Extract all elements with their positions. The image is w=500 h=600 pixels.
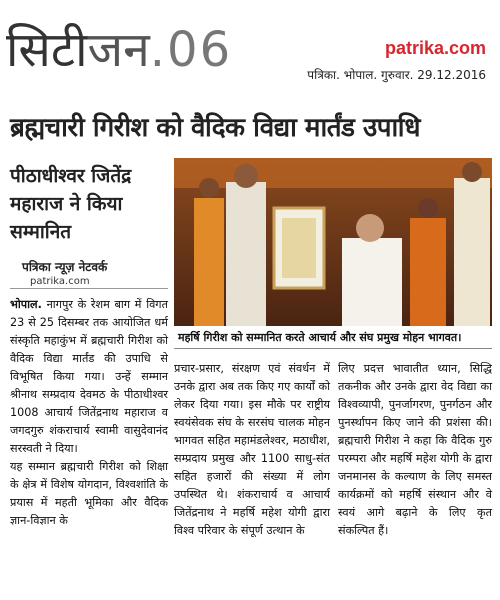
article-column-1 (10, 296, 168, 530)
photo-caption: महर्षि गिरीश को सम्मानित करते आचार्य और संघ प्रमुख मोहन भागवत। (178, 331, 462, 344)
paragraph: यह सम्मान ब्रह्मचारी गिरीश को शिक्षा के क्षेत्र में विशेष योगदान, विश्वशांति के प्रयास में महती भूमिका और वैदिक ज्ञान-विज्ञान के (10, 460, 168, 527)
article-photo (174, 158, 492, 326)
paragraph (10, 296, 168, 458)
paragraph-text: नागपुर के रेशम बाग में विगत 23 से 25 दिसम्बर तक आयोजित धर्म संस्कृति महाकुंभ में ब्रह्मचारी गिरीश को वैदिक विद्या मार्तंड की उपाधि से विभूषित किया गया। उन्हें सम्मान श्रीनाथ सम्प्रदाय देवमठ के पीठाधीश्वर 1008 आचार्य जितेंद्रनाथ महाराज व जगदगुरु शंकराचार्य स्वामी वासुदेवानंद सरस्वती ने दिया। (10, 298, 168, 455)
divider (174, 348, 492, 349)
section-number: .06 (149, 22, 233, 78)
paragraph: लिए प्रदत्त भावातीत ध्यान, सिद्धि तकनीक और उनके द्वारा वेद विद्या का विश्वव्यापी, पुनर्जागरण, पुनर्गठन और पुनर्स्थापन किए जाने की प्रशंसा की। ब्रह्मचारी गिरीश ने कहा कि वैदिक गुरु परम्परा और महर्षि महेश योगी के द्वारा जनमानस के कल्याण के लिए समस्त कार्यक्रमों को महर्षि संस्थान और वे स्वयं आगे बढ़ाने के लिए कृत संकल्पित हैं। (338, 362, 492, 537)
byline: पत्रिका न्यूज़ नेटवर्क (22, 260, 108, 274)
brand-logo[interactable]: patrika.com (384, 38, 486, 58)
masthead (0, 0, 500, 92)
paragraph: प्रचार-प्रसार, संरक्षण एवं संवर्धन में उनके द्वारा अब तक किए गए कार्यों को लेकर दिया गया। इस मौके पर राष्ट्रीय स्वयंसेवक संघ के सरसंघ चालक मोहन भागवत सहित महामंडलेश्वर, मठाधीश, सम्प्रदाय प्रमुख और 1100 साधु-संत सहित हजारों की संख्या में लोग उपस्थित थे। शंकराचार्य व आचार्य जितेंद्रनाथ ने महर्षि महेश योगी द्वारा विश्व परिवार के संपूर्ण उत्थान के (174, 362, 330, 537)
section-title-main: सिटी (6, 22, 88, 78)
dateline-location: भोपाल. (10, 298, 42, 311)
headline: ब्रह्मचारी गिरीश को वैदिक विद्या मार्तंड उपाधि (10, 113, 420, 143)
byline-site[interactable]: patrika.com (30, 276, 90, 287)
article-column-2 (174, 360, 330, 540)
divider (10, 288, 168, 289)
section-title (6, 22, 232, 78)
article-column-3 (338, 360, 492, 540)
dateline: पत्रिका. भोपाल. गुरुवार. 29.12.2016 (307, 68, 486, 82)
photo-illustration (174, 158, 492, 326)
subheadline: पीठाधीश्वर जितेंद्र महाराज ने किया सम्मानित (10, 165, 132, 243)
section-title-sub: जन (87, 22, 150, 78)
